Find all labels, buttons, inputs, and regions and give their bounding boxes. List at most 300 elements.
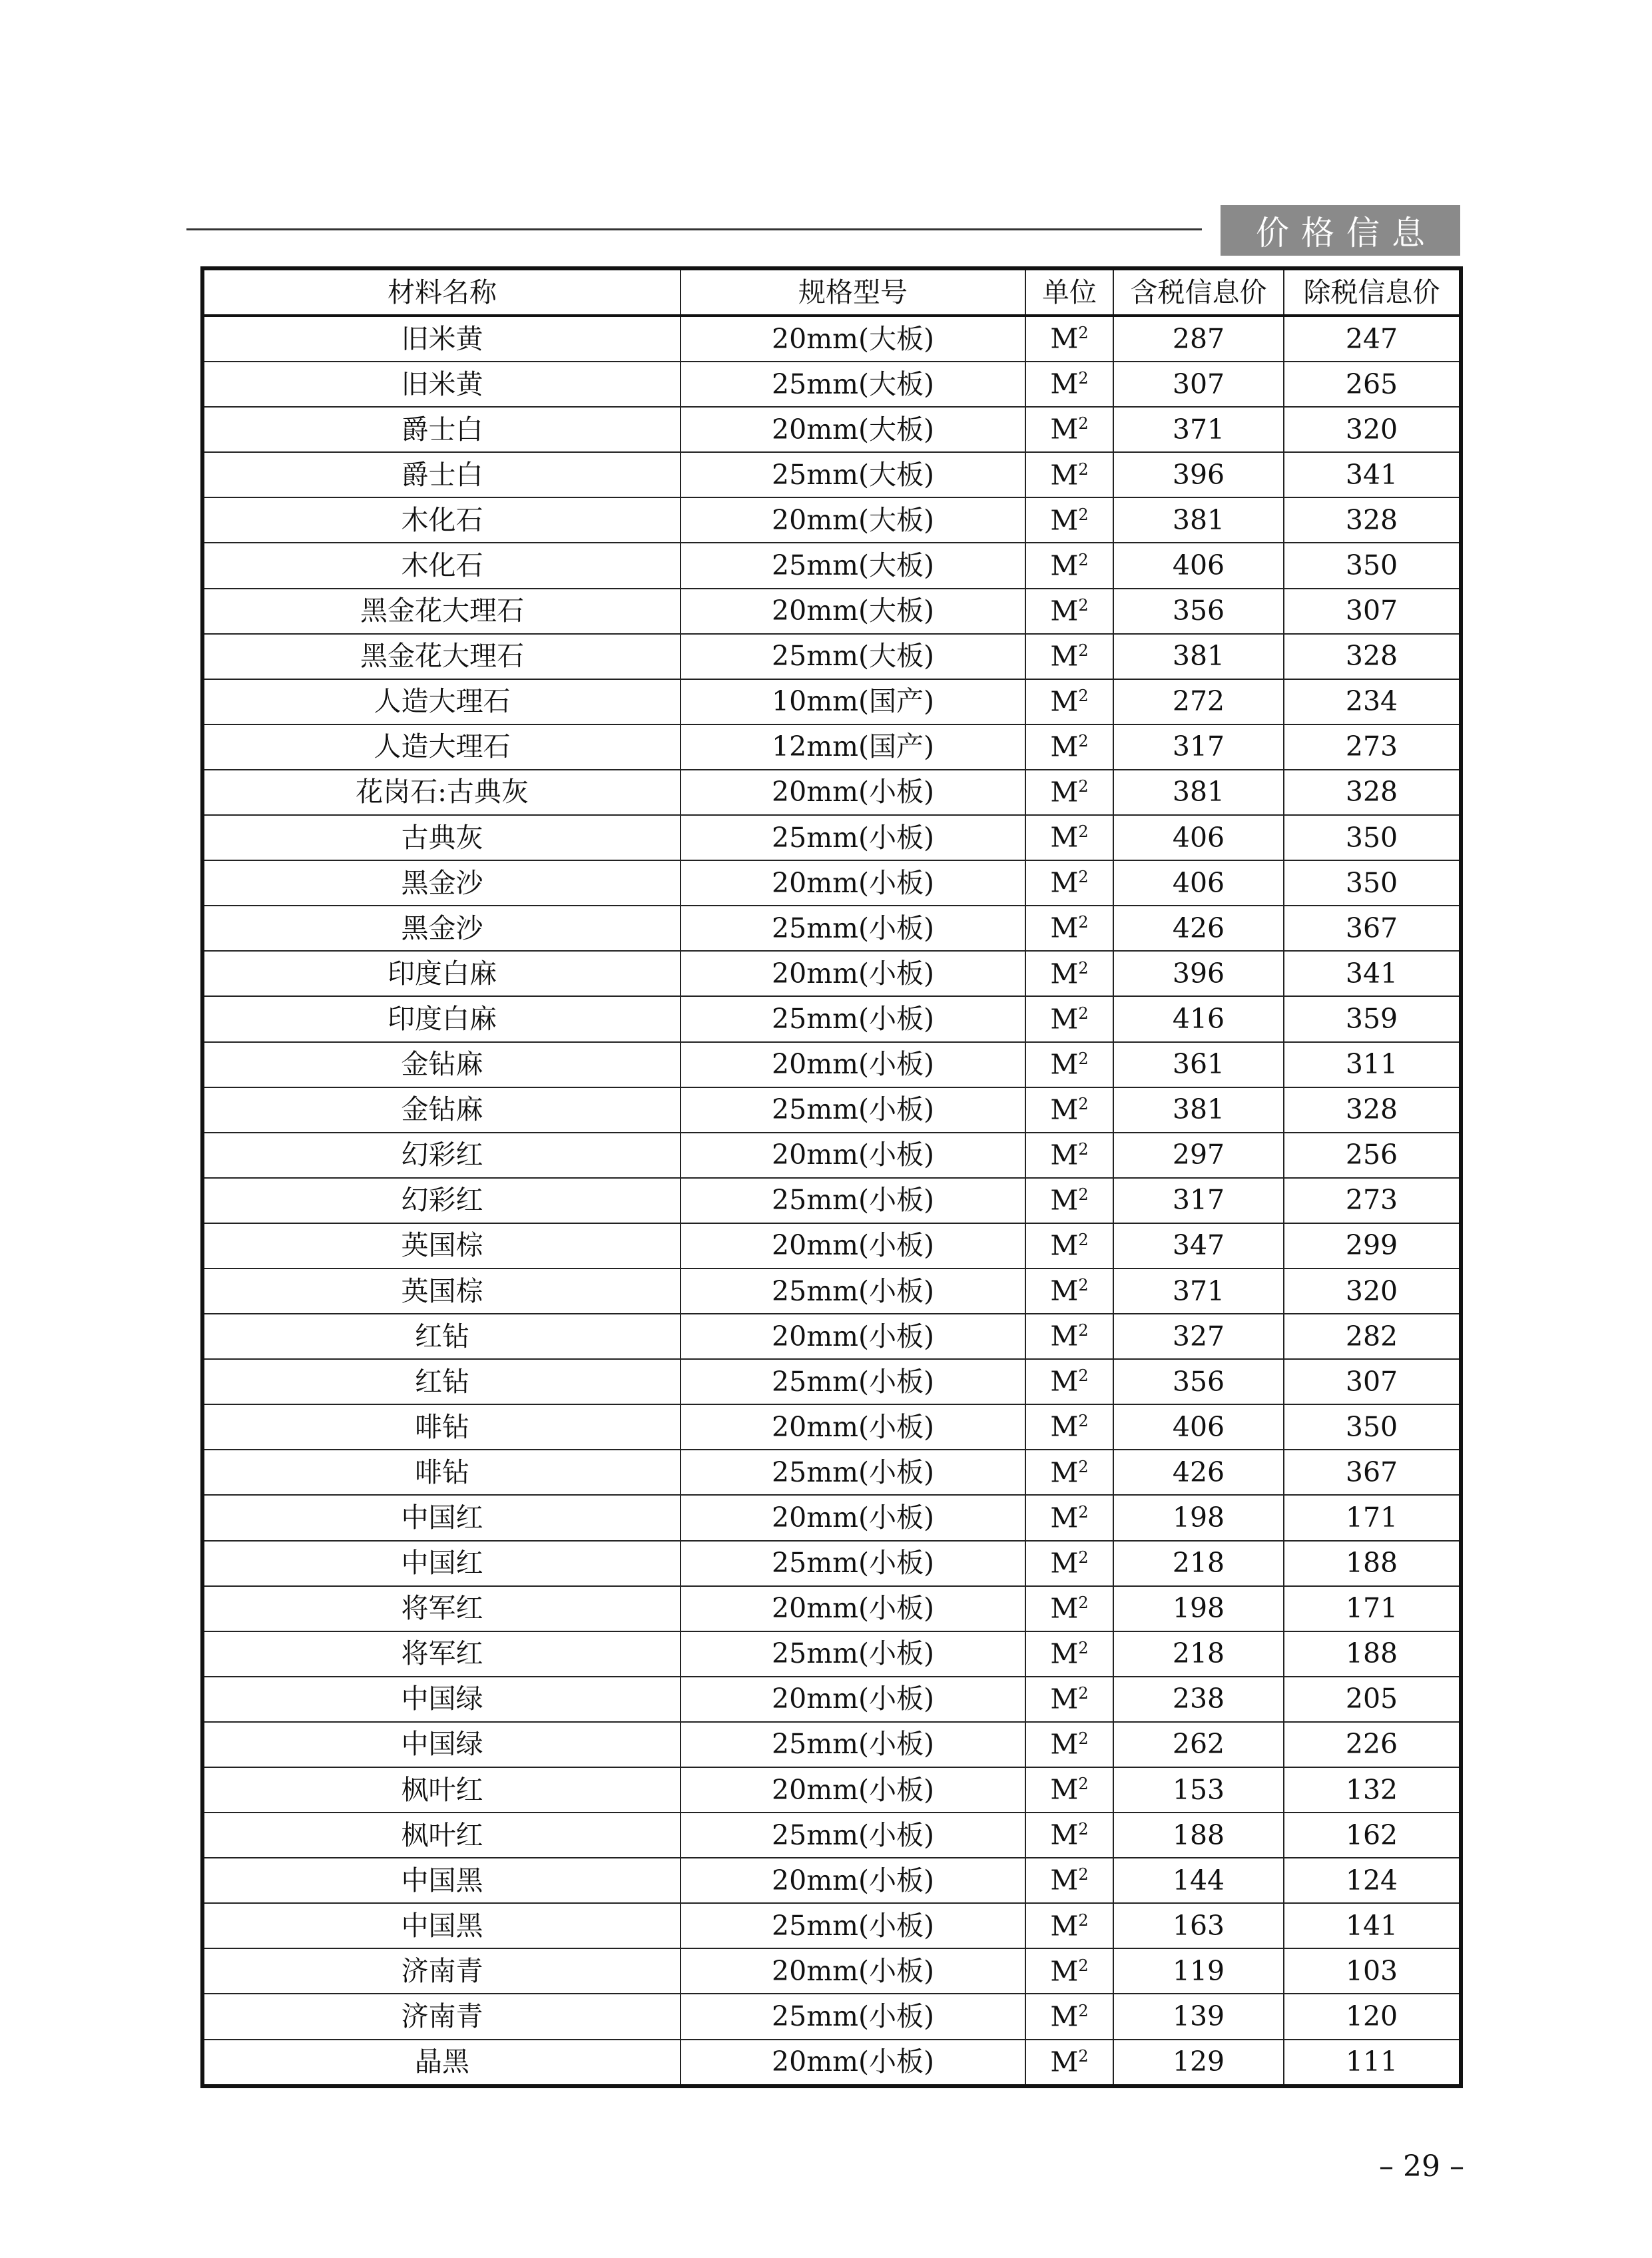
cell-spec: 20mm(小板): [681, 2040, 1025, 2086]
unit-exponent: 2: [1078, 595, 1089, 615]
cell-tax-excluded-price: 247: [1284, 316, 1461, 362]
cell-tax-excluded-price: 256: [1284, 1133, 1461, 1178]
cell-unit: [1025, 1495, 1113, 1540]
unit-exponent: 2: [1078, 2046, 1089, 2066]
cell-tax-excluded-price: 367: [1284, 1450, 1461, 1495]
cell-material-name: 印度白麻: [202, 951, 681, 996]
unit-base: M: [1050, 776, 1079, 808]
unit-base: M: [1050, 1502, 1079, 1534]
table-row: [202, 1223, 1461, 1269]
cell-tax-excluded-price: 162: [1284, 1813, 1461, 1858]
cell-tax-excluded-price: 350: [1284, 815, 1461, 860]
cell-tax-excluded-price: 124: [1284, 1858, 1461, 1903]
unit-base: M: [1050, 1456, 1079, 1489]
cell-material-name: 木化石: [202, 543, 681, 588]
column-header-material-name: 材料名称: [202, 268, 681, 316]
table-row: [202, 1087, 1461, 1133]
cell-unit: [1025, 1450, 1113, 1495]
cell-tax-included-price: 188: [1113, 1813, 1284, 1858]
unit-base: M: [1050, 1184, 1079, 1217]
table-row: [202, 634, 1461, 679]
cell-tax-excluded-price: 171: [1284, 1586, 1461, 1631]
cell-unit: [1025, 634, 1113, 679]
cell-unit: [1025, 589, 1113, 634]
cell-spec: 25mm(小板): [681, 1813, 1025, 1858]
unit-base: M: [1050, 1048, 1079, 1081]
cell-material-name: 黑金花大理石: [202, 589, 681, 634]
unit-base: M: [1050, 2046, 1079, 2078]
cell-tax-included-price: 317: [1113, 1178, 1284, 1223]
unit-exponent: 2: [1078, 1231, 1089, 1250]
cell-tax-excluded-price: 171: [1284, 1495, 1461, 1540]
cell-material-name: 晶黑: [202, 2040, 681, 2086]
cell-spec: 20mm(大板): [681, 316, 1025, 362]
cell-material-name: 啡钻: [202, 1404, 681, 1450]
cell-material-name: 红钻: [202, 1314, 681, 1359]
unit-base: M: [1050, 368, 1079, 400]
cell-tax-included-price: 287: [1113, 316, 1284, 362]
cell-tax-excluded-price: 120: [1284, 1994, 1461, 2039]
unit-exponent: 2: [1078, 1185, 1089, 1204]
unit-exponent: 2: [1078, 369, 1089, 388]
unit-exponent: 2: [1078, 459, 1089, 479]
unit-base: M: [1050, 1003, 1079, 1035]
cell-spec: 20mm(小板): [681, 1314, 1025, 1359]
unit-base: M: [1050, 1683, 1079, 1715]
cell-tax-included-price: 396: [1113, 951, 1284, 996]
unit-base: M: [1050, 1819, 1079, 1851]
cell-spec: 25mm(大板): [681, 543, 1025, 588]
cell-tax-excluded-price: 350: [1284, 543, 1461, 588]
column-header-unit: 单位: [1025, 268, 1113, 316]
unit-base: M: [1050, 459, 1079, 491]
cell-material-name: 英国棕: [202, 1269, 681, 1314]
unit-exponent: 2: [1078, 505, 1089, 524]
cell-unit: [1025, 2040, 1113, 2086]
cell-tax-included-price: 262: [1113, 1722, 1284, 1767]
cell-spec: 20mm(小板): [681, 1586, 1025, 1631]
table-row: [202, 1359, 1461, 1404]
cell-tax-excluded-price: 273: [1284, 724, 1461, 770]
table-header: [202, 268, 1461, 316]
cell-tax-included-price: 406: [1113, 1404, 1284, 1450]
cell-tax-excluded-price: 320: [1284, 1269, 1461, 1314]
cell-tax-excluded-price: 111: [1284, 2040, 1461, 2086]
cell-unit: [1025, 1269, 1113, 1314]
cell-tax-included-price: 406: [1113, 543, 1284, 588]
cell-spec: 25mm(大板): [681, 452, 1025, 497]
cell-unit: [1025, 1133, 1113, 1178]
cell-tax-excluded-price: 307: [1284, 589, 1461, 634]
cell-material-name: 幻彩红: [202, 1133, 681, 1178]
table-row: [202, 1858, 1461, 1903]
cell-material-name: 济南青: [202, 1948, 681, 1994]
cell-material-name: 木化石: [202, 497, 681, 543]
cell-spec: 25mm(小板): [681, 1631, 1025, 1677]
cell-unit: [1025, 1813, 1113, 1858]
cell-spec: 20mm(大板): [681, 497, 1025, 543]
unit-exponent: 2: [1078, 1729, 1089, 1749]
cell-unit: [1025, 860, 1113, 906]
cell-tax-included-price: 371: [1113, 1269, 1284, 1314]
cell-material-name: 枫叶红: [202, 1767, 681, 1813]
unit-exponent: 2: [1078, 958, 1089, 978]
cell-tax-included-price: 361: [1113, 1042, 1284, 1087]
unit-exponent: 2: [1078, 686, 1089, 705]
cell-tax-excluded-price: 350: [1284, 1404, 1461, 1450]
cell-spec: 20mm(小板): [681, 770, 1025, 815]
cell-tax-included-price: 153: [1113, 1767, 1284, 1813]
cell-tax-excluded-price: 311: [1284, 1042, 1461, 1087]
unit-base: M: [1050, 595, 1079, 627]
cell-spec: 10mm(国产): [681, 679, 1025, 724]
cell-tax-included-price: 198: [1113, 1586, 1284, 1631]
unit-exponent: 2: [1078, 822, 1089, 842]
unit-exponent: 2: [1078, 550, 1089, 569]
unit-exponent: 2: [1078, 1457, 1089, 1476]
table-row: [202, 1450, 1461, 1495]
cell-material-name: 中国黑: [202, 1903, 681, 1948]
unit-base: M: [1050, 1411, 1079, 1444]
cell-material-name: 幻彩红: [202, 1178, 681, 1223]
cell-material-name: 黑金沙: [202, 906, 681, 951]
table-body: [202, 316, 1461, 2086]
cell-unit: [1025, 679, 1113, 724]
unit-base: M: [1050, 1773, 1079, 1806]
table-row: [202, 407, 1461, 452]
cell-tax-included-price: 144: [1113, 1858, 1284, 1903]
unit-exponent: 2: [1078, 1820, 1089, 1839]
cell-material-name: 旧米黄: [202, 362, 681, 407]
table-row: [202, 1042, 1461, 1087]
cell-unit: [1025, 1359, 1113, 1404]
unit-exponent: 2: [1078, 414, 1089, 433]
cell-spec: 25mm(大板): [681, 634, 1025, 679]
cell-unit: [1025, 1541, 1113, 1586]
unit-exponent: 2: [1078, 913, 1089, 932]
unit-base: M: [1050, 912, 1079, 945]
cell-spec: 20mm(小板): [681, 1223, 1025, 1269]
cell-material-name: 人造大理石: [202, 724, 681, 770]
cell-tax-excluded-price: 188: [1284, 1631, 1461, 1677]
cell-tax-included-price: 396: [1113, 452, 1284, 497]
cell-spec: 25mm(大板): [681, 362, 1025, 407]
cell-tax-included-price: 426: [1113, 906, 1284, 951]
cell-spec: 25mm(小板): [681, 1994, 1025, 2039]
unit-exponent: 2: [1078, 777, 1089, 796]
unit-exponent: 2: [1078, 1321, 1089, 1340]
cell-tax-included-price: 381: [1113, 634, 1284, 679]
cell-tax-excluded-price: 132: [1284, 1767, 1461, 1813]
cell-tax-excluded-price: 328: [1284, 634, 1461, 679]
cell-unit: [1025, 770, 1113, 815]
table-row: [202, 589, 1461, 634]
cell-tax-excluded-price: 320: [1284, 407, 1461, 452]
unit-exponent: 2: [1078, 1276, 1089, 1295]
unit-base: M: [1050, 1592, 1079, 1625]
cell-tax-excluded-price: 103: [1284, 1948, 1461, 1994]
cell-spec: 25mm(小板): [681, 1450, 1025, 1495]
cell-tax-excluded-price: 328: [1284, 497, 1461, 543]
table-row: [202, 996, 1461, 1041]
unit-base: M: [1050, 1910, 1079, 1942]
table-row: [202, 1813, 1461, 1858]
header-rule: [186, 228, 1202, 230]
cell-spec: 20mm(小板): [681, 1677, 1025, 1722]
cell-unit: [1025, 497, 1113, 543]
cell-tax-included-price: 272: [1113, 679, 1284, 724]
unit-base: M: [1050, 1229, 1079, 1262]
unit-base: M: [1050, 322, 1079, 355]
cell-material-name: 中国绿: [202, 1677, 681, 1722]
unit-exponent: 2: [1078, 1049, 1089, 1068]
cell-unit: [1025, 1314, 1113, 1359]
unit-exponent: 2: [1078, 1139, 1089, 1159]
cell-tax-excluded-price: 205: [1284, 1677, 1461, 1722]
cell-unit: [1025, 1677, 1113, 1722]
cell-material-name: 将军红: [202, 1586, 681, 1631]
unit-exponent: 2: [1078, 1502, 1089, 1522]
section-title-badge: 价格信息: [1221, 205, 1460, 256]
cell-material-name: 英国棕: [202, 1223, 681, 1269]
unit-exponent: 2: [1078, 1094, 1089, 1113]
table-row: [202, 1677, 1461, 1722]
cell-tax-excluded-price: 265: [1284, 362, 1461, 407]
cell-spec: 20mm(小板): [681, 1404, 1025, 1450]
cell-tax-included-price: 307: [1113, 362, 1284, 407]
cell-tax-included-price: 238: [1113, 1677, 1284, 1722]
cell-material-name: 金钻麻: [202, 1087, 681, 1133]
table-row: [202, 1269, 1461, 1314]
cell-spec: 20mm(小板): [681, 1767, 1025, 1813]
cell-unit: [1025, 362, 1113, 407]
cell-spec: 25mm(小板): [681, 1269, 1025, 1314]
cell-tax-included-price: 406: [1113, 860, 1284, 906]
cell-tax-excluded-price: 226: [1284, 1722, 1461, 1767]
table-row: [202, 770, 1461, 815]
unit-base: M: [1050, 730, 1079, 763]
unit-base: M: [1050, 1320, 1079, 1352]
table-row: [202, 452, 1461, 497]
page-number: – 29 –: [1379, 2149, 1464, 2183]
cell-spec: 25mm(小板): [681, 1359, 1025, 1404]
cell-tax-included-price: 327: [1113, 1314, 1284, 1359]
unit-exponent: 2: [1078, 2001, 1089, 2020]
cell-spec: 20mm(小板): [681, 951, 1025, 996]
cell-spec: 25mm(小板): [681, 1541, 1025, 1586]
cell-spec: 25mm(小板): [681, 1722, 1025, 1767]
cell-tax-excluded-price: 328: [1284, 770, 1461, 815]
cell-unit: [1025, 1631, 1113, 1677]
unit-exponent: 2: [1078, 1775, 1089, 1794]
cell-material-name: 旧米黄: [202, 316, 681, 362]
unit-base: M: [1050, 958, 1079, 990]
unit-base: M: [1050, 2000, 1079, 2033]
cell-material-name: 枫叶红: [202, 1813, 681, 1858]
table-row: [202, 906, 1461, 951]
table-row: [202, 543, 1461, 588]
unit-base: M: [1050, 1139, 1079, 1171]
table-row: [202, 1994, 1461, 2039]
table-row: [202, 951, 1461, 996]
cell-tax-included-price: 406: [1113, 815, 1284, 860]
cell-tax-included-price: 426: [1113, 1450, 1284, 1495]
cell-material-name: 黑金花大理石: [202, 634, 681, 679]
cell-unit: [1025, 815, 1113, 860]
cell-tax-included-price: 347: [1113, 1223, 1284, 1269]
cell-unit: [1025, 1722, 1113, 1767]
cell-spec: 25mm(小板): [681, 1087, 1025, 1133]
cell-spec: 20mm(小板): [681, 1042, 1025, 1087]
cell-tax-excluded-price: 307: [1284, 1359, 1461, 1404]
cell-tax-excluded-price: 350: [1284, 860, 1461, 906]
cell-unit: [1025, 452, 1113, 497]
cell-material-name: 爵士白: [202, 407, 681, 452]
unit-base: M: [1050, 1366, 1079, 1398]
cell-tax-excluded-price: 359: [1284, 996, 1461, 1041]
cell-material-name: 花岗石:古典灰: [202, 770, 681, 815]
cell-unit: [1025, 316, 1113, 362]
price-table: [200, 266, 1463, 2088]
table-row: [202, 1948, 1461, 1994]
unit-exponent: 2: [1078, 1684, 1089, 1703]
unit-exponent: 2: [1078, 1593, 1089, 1612]
cell-unit: [1025, 1948, 1113, 1994]
unit-base: M: [1050, 414, 1079, 446]
cell-spec: 20mm(大板): [681, 407, 1025, 452]
cell-tax-included-price: 356: [1113, 1359, 1284, 1404]
cell-unit: [1025, 1994, 1113, 2039]
table-row: [202, 1133, 1461, 1178]
unit-exponent: 2: [1078, 1366, 1089, 1386]
unit-base: M: [1050, 1864, 1079, 1897]
unit-base: M: [1050, 640, 1079, 673]
unit-base: M: [1050, 685, 1079, 718]
cell-tax-excluded-price: 341: [1284, 452, 1461, 497]
cell-material-name: 金钻麻: [202, 1042, 681, 1087]
cell-material-name: 红钻: [202, 1359, 681, 1404]
cell-unit: [1025, 1903, 1113, 1948]
cell-tax-excluded-price: 234: [1284, 679, 1461, 724]
cell-material-name: 将军红: [202, 1631, 681, 1677]
table-row: [202, 1314, 1461, 1359]
cell-unit: [1025, 951, 1113, 996]
cell-unit: [1025, 407, 1113, 452]
cell-tax-excluded-price: 299: [1284, 1223, 1461, 1269]
cell-spec: 25mm(小板): [681, 996, 1025, 1041]
cell-material-name: 人造大理石: [202, 679, 681, 724]
cell-unit: [1025, 1586, 1113, 1631]
table-row: [202, 316, 1461, 362]
unit-base: M: [1050, 821, 1079, 854]
unit-base: M: [1050, 1093, 1079, 1126]
cell-tax-excluded-price: 141: [1284, 1903, 1461, 1948]
cell-spec: 25mm(小板): [681, 1903, 1025, 1948]
unit-exponent: 2: [1078, 1548, 1089, 1567]
table-row: [202, 1767, 1461, 1813]
cell-unit: [1025, 1404, 1113, 1450]
table-row: [202, 497, 1461, 543]
cell-material-name: 济南青: [202, 1994, 681, 2039]
unit-exponent: 2: [1078, 1910, 1089, 1930]
cell-spec: 25mm(小板): [681, 906, 1025, 951]
table-row: [202, 815, 1461, 860]
unit-base: M: [1050, 1274, 1079, 1307]
table-row: [202, 1903, 1461, 1948]
cell-unit: [1025, 724, 1113, 770]
table-row: [202, 362, 1461, 407]
unit-exponent: 2: [1078, 1412, 1089, 1431]
unit-exponent: 2: [1078, 1638, 1089, 1657]
cell-tax-included-price: 163: [1113, 1903, 1284, 1948]
cell-tax-included-price: 371: [1113, 407, 1284, 452]
cell-material-name: 古典灰: [202, 815, 681, 860]
cell-spec: 20mm(大板): [681, 589, 1025, 634]
cell-unit: [1025, 906, 1113, 951]
unit-base: M: [1050, 549, 1079, 582]
cell-material-name: 中国红: [202, 1541, 681, 1586]
cell-unit: [1025, 1178, 1113, 1223]
table-row: [202, 1722, 1461, 1767]
table-row: [202, 1404, 1461, 1450]
cell-unit: [1025, 1767, 1113, 1813]
cell-tax-included-price: 129: [1113, 2040, 1284, 2086]
table-row: [202, 1631, 1461, 1677]
cell-spec: 25mm(小板): [681, 815, 1025, 860]
cell-tax-included-price: 381: [1113, 770, 1284, 815]
cell-spec: 20mm(小板): [681, 860, 1025, 906]
unit-exponent: 2: [1078, 1003, 1089, 1023]
cell-tax-included-price: 218: [1113, 1631, 1284, 1677]
unit-base: M: [1050, 1547, 1079, 1579]
cell-material-name: 中国绿: [202, 1722, 681, 1767]
cell-tax-included-price: 139: [1113, 1994, 1284, 2039]
cell-unit: [1025, 1042, 1113, 1087]
unit-base: M: [1050, 1728, 1079, 1761]
cell-material-name: 黑金沙: [202, 860, 681, 906]
cell-tax-excluded-price: 367: [1284, 906, 1461, 951]
unit-exponent: 2: [1078, 868, 1089, 887]
column-header-tax-excluded-price: 除税信息价: [1284, 268, 1461, 316]
unit-exponent: 2: [1078, 732, 1089, 751]
cell-spec: 20mm(小板): [681, 1858, 1025, 1903]
column-header-spec: 规格型号: [681, 268, 1025, 316]
cell-unit: [1025, 1087, 1113, 1133]
table-row: [202, 1586, 1461, 1631]
cell-material-name: 中国红: [202, 1495, 681, 1540]
cell-tax-excluded-price: 282: [1284, 1314, 1461, 1359]
table-row: [202, 1495, 1461, 1540]
cell-spec: 20mm(小板): [681, 1133, 1025, 1178]
unit-base: M: [1050, 867, 1079, 899]
cell-tax-included-price: 218: [1113, 1541, 1284, 1586]
cell-material-name: 啡钻: [202, 1450, 681, 1495]
cell-tax-excluded-price: 341: [1284, 951, 1461, 996]
table-row: [202, 2040, 1461, 2086]
cell-tax-included-price: 198: [1113, 1495, 1284, 1540]
cell-unit: [1025, 1858, 1113, 1903]
cell-material-name: 爵士白: [202, 452, 681, 497]
cell-tax-included-price: 119: [1113, 1948, 1284, 1994]
cell-tax-excluded-price: 273: [1284, 1178, 1461, 1223]
cell-spec: 12mm(国产): [681, 724, 1025, 770]
cell-unit: [1025, 996, 1113, 1041]
unit-base: M: [1050, 1637, 1079, 1670]
unit-exponent: 2: [1078, 641, 1089, 660]
cell-tax-included-price: 356: [1113, 589, 1284, 634]
cell-tax-included-price: 317: [1113, 724, 1284, 770]
unit-base: M: [1050, 1955, 1079, 1988]
